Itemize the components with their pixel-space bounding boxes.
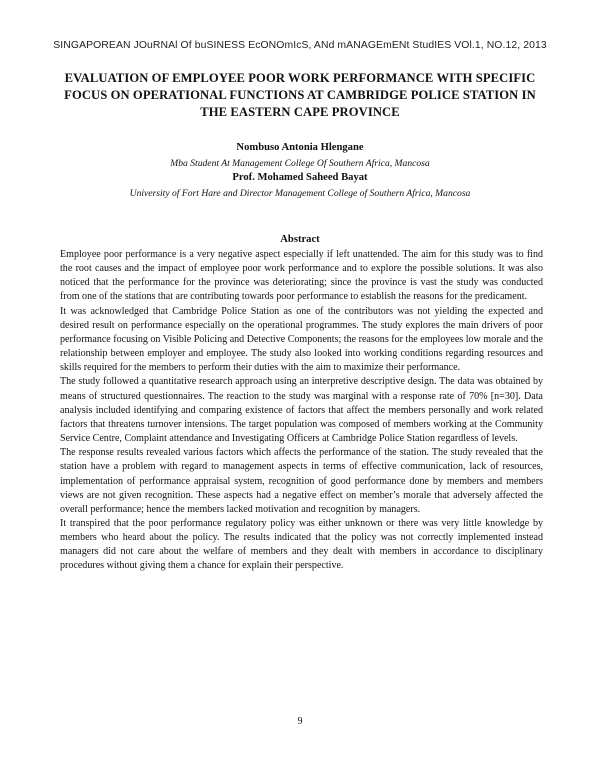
abstract-paragraph-2: It was acknowledged that Cambridge Police Station as one of the contributors was not yielding the expected and desired result on performance especially on the operational programmes. The study explores the main drivers of poor performance focusing on Visible Policing and Detective Components; the reasons for the employees low morale and the relationship between employer and employee. The study also looked into working conditions regarding resources and skills required for the members to perform their duties with the aim to maximize their performance. — [60, 305, 544, 374]
abstract-paragraph-1: Employee poor performance is a very negative aspect especially if left unattended. The aim for this study was to find the root causes and the impact of employee poor work performance and to explore the possible solutions. It was also noticed that the performance for the province was deteriorating; since the province is vast the study was conducted from one of the stations that are contributing towards poor performance to establish the reasons for the predicament. — [60, 249, 543, 303]
author-affiliation-1: Mba Student At Management College Of Southern Africa, Mancosa — [170, 158, 430, 169]
journal-running-header: SINGAPOREAN JOuRNAl Of buSINESS EcONOmIcS, ANd mANAGEmENt StudIES VOl.1, NO.12, 2013 — [53, 40, 547, 51]
author-affiliation-2: University of Fort Hare and Director Management College of Southern Africa, Mancosa — [129, 188, 471, 199]
abstract-paragraph-4: The response results revealed various factors which affects the performance of the station. The study revealed that the station have a problem with regard to management aspects in terms of effective communication, lack of resources, implementation of performance appraisal system, recognition of good performance done by members and members views are not given recognition. These aspects had a negative effect on member’s morale that adversely affected the overall performance; hence the members lacked motivation and recognition by managers. — [60, 447, 543, 515]
abstract-paragraph-3: The study followed a quantitative research approach using an interpretive descriptive design. The data was obtained by means of structured questionnaires. The reaction to the study was marginal with a response rate of 70% [n=30]. Data analysis included identifying and comparing existence of factors that affect the members personally and work related factors that threatens turnover intensions. The target population was composed of members working at the Community Service Centre, Complaint attendance and Investigating Officers at Cambridge Police Station regardless of levels. — [60, 376, 543, 445]
author-name-1: Nombuso Antonia Hlengane — [236, 142, 364, 153]
paper-title: EVALUATION OF EMPLOYEE POOR WORK PERFORMANCE WITH SPECIFIC FOCUS ON OPERATIONAL FUNCTIONS AT CAMBRIDGE POLICE STATION IN THE EASTERN CAPE PROVINCE — [64, 71, 536, 119]
abstract-body — [60, 248, 543, 574]
author-name-2: Prof. Mohamed Saheed Bayat — [232, 172, 368, 183]
page-number: 9 — [297, 716, 303, 727]
abstract-paragraph-5: It transpired that the poor performance regulatory policy was either unknown or there was very little knowledge by members who heard about the policy. The results indicated that the policy was not correctly implemented instead managers did not care about the welfare of members and they dealt with members in accordance to disciplinary procedures without giving them a chance for explain their perspective. — [60, 517, 543, 572]
abstract-heading: Abstract — [280, 234, 320, 245]
